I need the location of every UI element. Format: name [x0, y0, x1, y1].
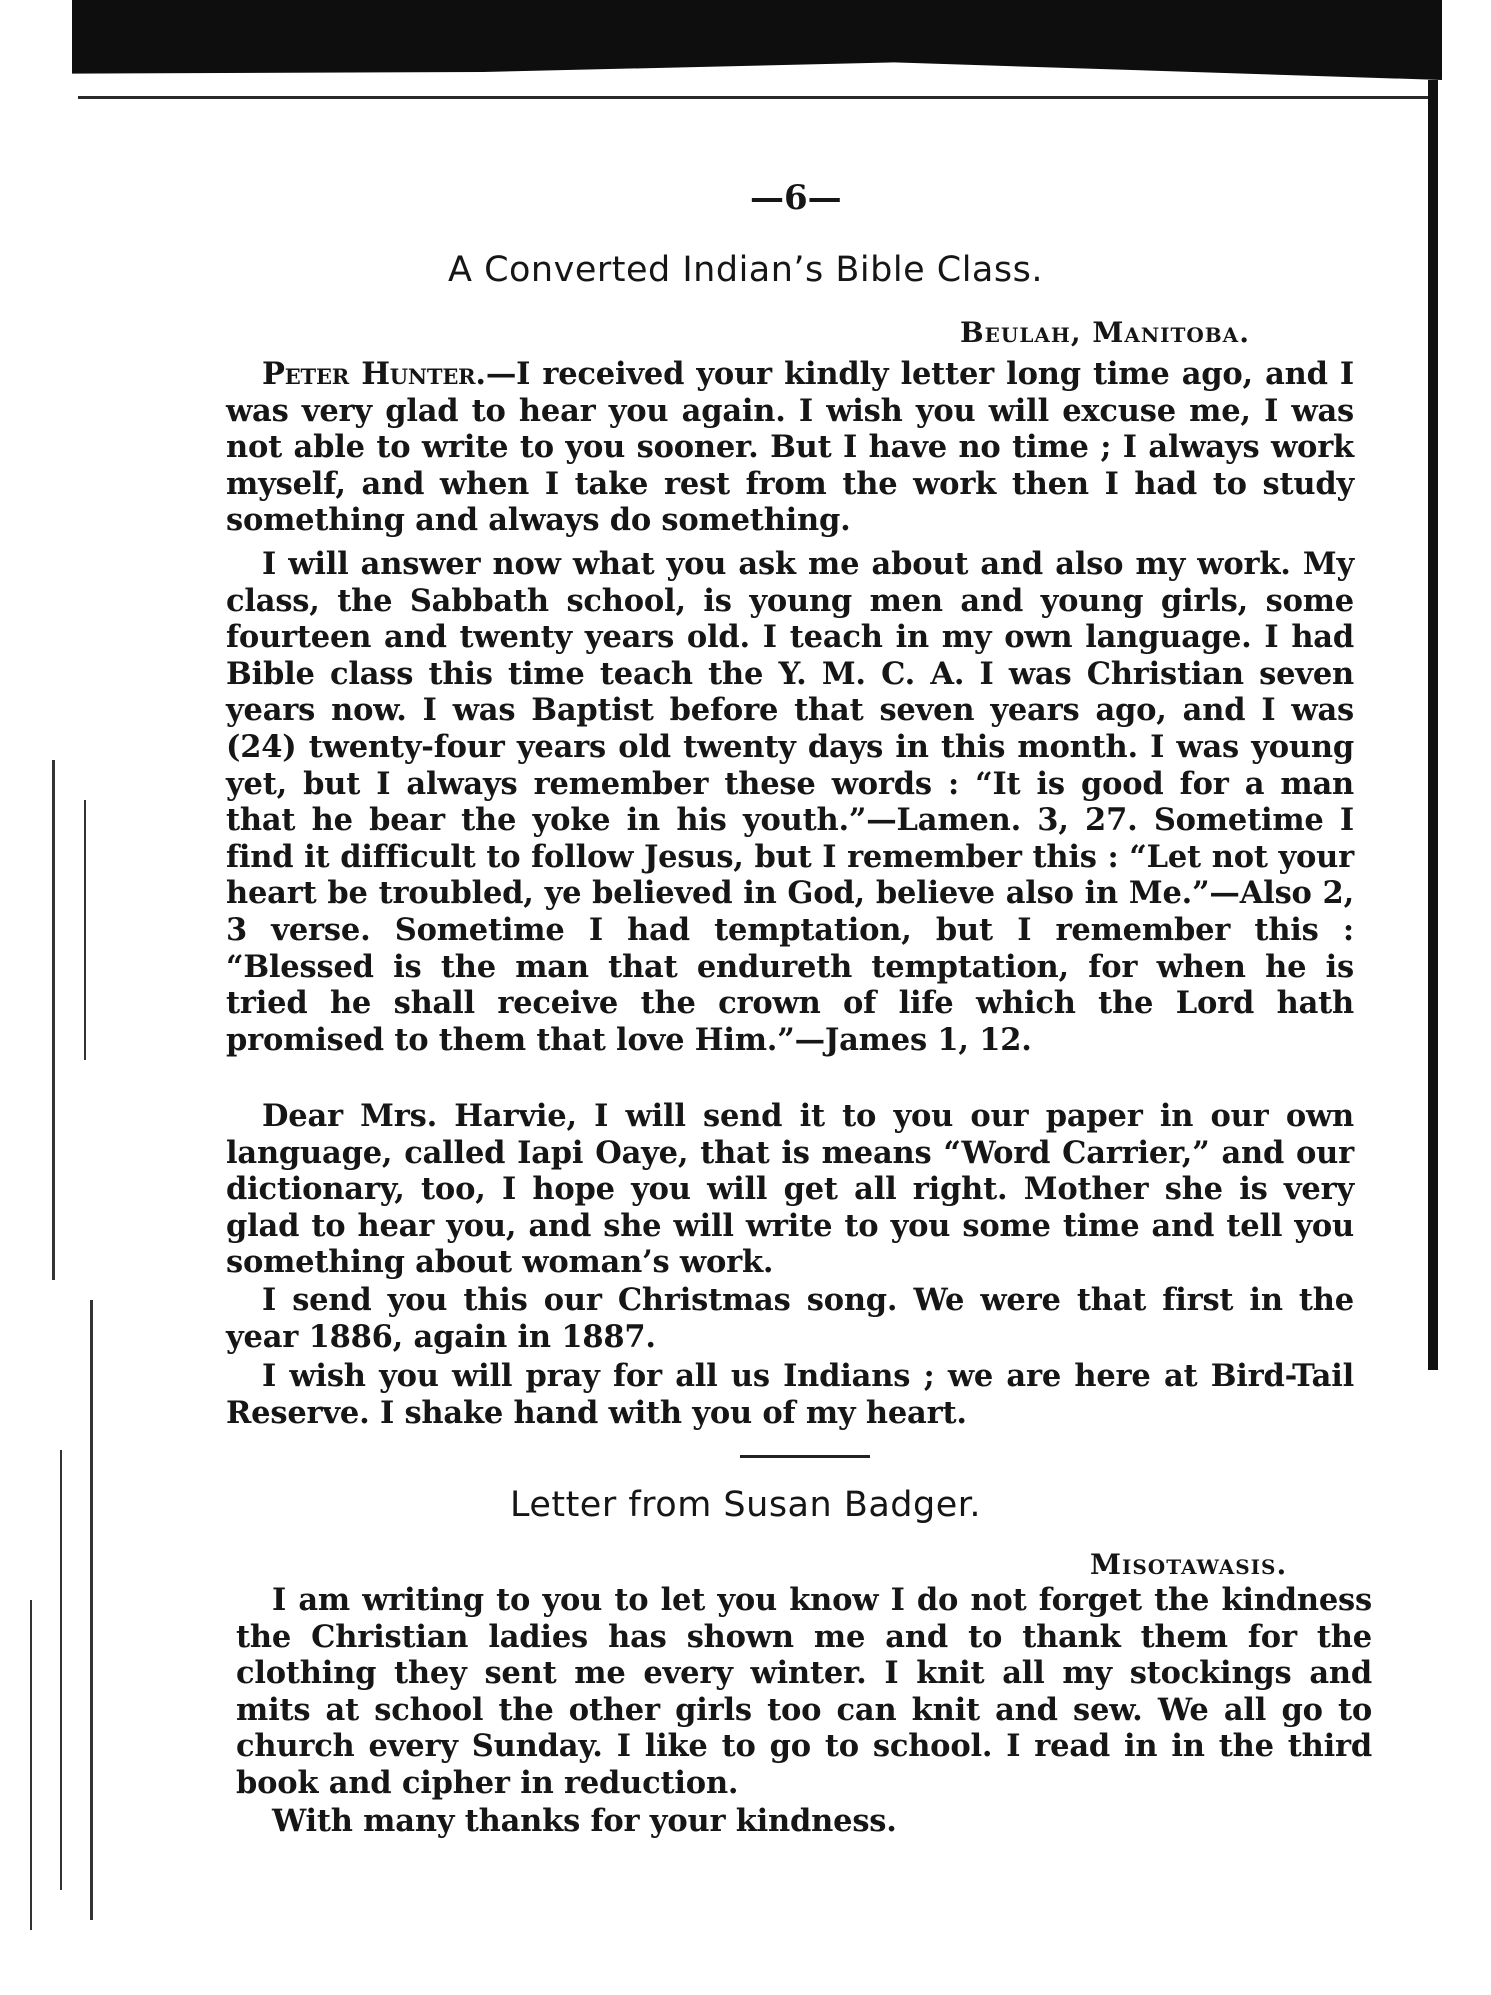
edge-speck	[84, 800, 86, 1060]
salutation: Peter Hunter.	[262, 356, 486, 392]
paragraph-3: Dear Mrs. Harvie, I will send it to you our paper in our own language, called Iapi Oaye, that is means “Word Carrier,” and our dictionary, too, I hope you will get all right. Mother she is very glad to hear you, and she will write to you some time and tell you something about woman’s work.	[226, 1098, 1354, 1281]
edge-speck	[30, 1600, 32, 1930]
paragraph-4: I send you this our Christmas song. We were that first in the year 1886, again in 1887.	[226, 1282, 1354, 1355]
dateline-misotawasis: Misotawasis.	[1090, 1548, 1288, 1581]
edge-speck	[90, 1300, 93, 1920]
scan-top-shadow	[72, 0, 1442, 80]
edge-speck	[52, 760, 55, 1280]
dateline-beulah: Beulah, Manitoba.	[960, 316, 1250, 349]
paragraph-1: Peter Hunter.—I received your kindly letter long time ago, and I was very glad to hear you again. I wish you will excuse me, I was not able to write to you sooner. But I have no time ; I always work myself, and when I take rest from the work then I had to study something and always do something.	[226, 356, 1355, 539]
paragraph-6: I am writing to you to let you know I do not forget the kindness the Christian ladies has shown me and to thank them for the clothing they sent me every winter. I knit all my stockings and mits at school the other girls too can knit and sew. We all go to church every Sunday. I like to go to school. I read in in the third book and cipher in reduction.	[236, 1582, 1372, 1801]
section-separator	[740, 1455, 870, 1458]
paragraph-7: With many thanks for your kindness.	[272, 1803, 897, 1839]
paragraph-2: I will answer now what you ask me about and also my work. My class, the Sabbath school, is young men and young girls, some fourteen and twenty years old. I teach in my own language. I had Bible class this time teach the Y. M. C. A. I was Christian seven years now. I was Baptist before that seven years ago, and I was (24) twenty-four years old twenty days in this month. I was young yet, but I always remember these words : “It is good for a man that he bear the yoke in his youth.”—Lamen. 3, 27. Sometime I find it difficult to follow Jesus, but I remember this : “Let not your heart be troubled, ye believed in God, believe also in Me.”—Also 2, 3 verse. Sometime I had temptation, but I remember this : “Blessed is the man that endureth temptation, for when he is tried he shall receive the crown of life which the Lord hath promised to them that love Him.”—James 1, 12.	[226, 546, 1354, 1058]
article-title-susan-badger: Letter from Susan Badger.	[509, 1485, 982, 1525]
article-title-bible-class: A Converted Indian’s Bible Class.	[448, 250, 1043, 290]
top-rule	[78, 96, 1438, 99]
page-number: —6—	[750, 178, 842, 218]
paragraph-5: I wish you will pray for all us Indians ; we are here at Bird-Tail Reserve. I shake hand with you of my heart.	[226, 1358, 1354, 1431]
